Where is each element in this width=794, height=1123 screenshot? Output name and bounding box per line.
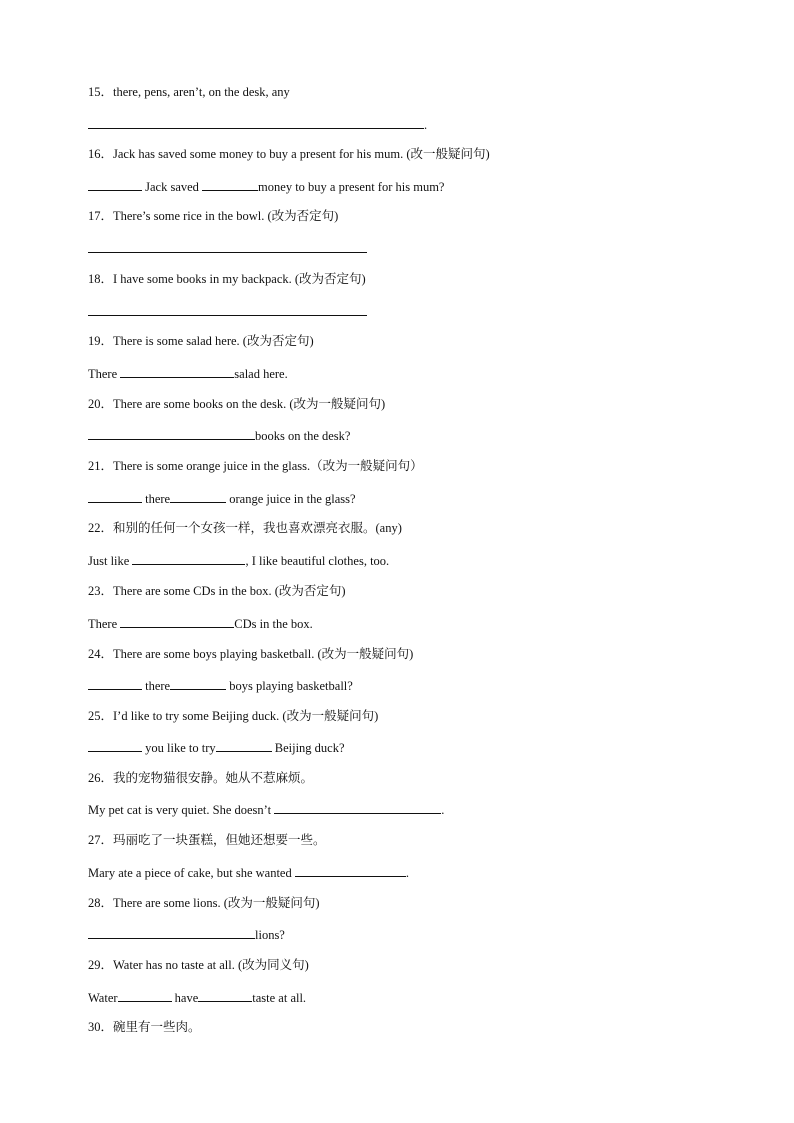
answer-text: . (405, 866, 409, 880)
answer-text: there (142, 492, 171, 506)
question-17: 17．There’s some rice in the bowl. (改为否定句) (88, 209, 339, 223)
answer-line-21 (88, 490, 356, 507)
answer-line-29 (88, 989, 306, 1006)
answer-blank[interactable] (88, 427, 255, 440)
answer-blank[interactable] (216, 739, 272, 752)
answer-line-27 (88, 864, 409, 881)
answer-text: money to buy a present for his mum? (258, 180, 445, 194)
answer-blank[interactable] (88, 178, 142, 191)
answer-text: CDs in the box. (234, 617, 313, 631)
answer-blank[interactable] (88, 315, 367, 316)
answer-line-24 (88, 677, 353, 694)
question-23: 23．There are some CDs in the box. (改为否定句) (88, 584, 346, 598)
answer-period: . (424, 118, 428, 132)
answer-blank[interactable] (88, 490, 142, 503)
answer-text: orange juice in the glass? (226, 492, 356, 506)
answer-blank[interactable] (88, 116, 424, 129)
question-30: 30．碗里有一些肉。 (88, 1020, 201, 1034)
answer-line-15 (88, 116, 427, 133)
answer-blank[interactable] (120, 615, 234, 628)
question-24: 24．There are some boys playing basketball. (改为一般疑问句) (88, 647, 414, 661)
answer-blank[interactable] (88, 252, 367, 253)
answer-text: , I like beautiful clothes, too. (245, 554, 390, 568)
answer-text: There (88, 617, 121, 631)
answer-line-25 (88, 739, 345, 756)
answer-blank[interactable] (202, 178, 258, 191)
question-15: 15．there, pens, aren’t, on the desk, any (88, 85, 290, 99)
answer-line-19 (88, 365, 288, 382)
question-19: 19．There is some salad here. (改为否定句) (88, 334, 314, 348)
answer-blank[interactable] (88, 677, 142, 690)
answer-blank[interactable] (118, 989, 172, 1002)
question-25: 25．I’d like to try some Beijing duck. (改为一般疑问句) (88, 709, 379, 723)
answer-blank[interactable] (170, 490, 226, 503)
question-22: 22．和别的任何一个女孩一样，我也喜欢漂亮衣服。(any) (88, 521, 402, 535)
answer-line-16 (88, 178, 444, 195)
answer-text: Jack saved (142, 180, 203, 194)
answer-blank[interactable] (170, 677, 226, 690)
answer-blank[interactable] (120, 365, 234, 378)
question-29: 29．Water has no taste at all. (改为同义句) (88, 958, 309, 972)
answer-text: My pet cat is very quiet. She doesn’t (88, 803, 275, 817)
answer-text: There (88, 367, 121, 381)
answer-line-26 (88, 801, 444, 818)
answer-text: Just like (88, 554, 133, 568)
answer-text: lions? (255, 928, 285, 942)
answer-blank[interactable] (88, 739, 142, 752)
answer-blank[interactable] (132, 552, 245, 565)
answer-line-22 (88, 552, 389, 569)
answer-text: there (142, 679, 171, 693)
answer-text: you like to try (142, 741, 216, 755)
question-28: 28．There are some lions. (改为一般疑问句) (88, 896, 320, 910)
answer-text: Mary ate a piece of cake, but she wanted (88, 866, 295, 880)
answer-text: Beijing duck? (271, 741, 345, 755)
question-16: 16．Jack has saved some money to buy a present for his mum. (改一般疑问句) (88, 147, 490, 161)
answer-blank[interactable] (198, 989, 252, 1002)
answer-line-20 (88, 427, 350, 444)
answer-text: . (441, 803, 445, 817)
answer-text: boys playing basketball? (226, 679, 353, 693)
answer-line-28 (88, 926, 285, 943)
answer-blank[interactable] (88, 926, 255, 939)
question-26: 26．我的宠物猫很安静。她从不惹麻烦。 (88, 771, 314, 785)
answer-text: taste at all. (252, 991, 307, 1005)
question-27: 27．玛丽吃了一块蛋糕，但她还想要一些。 (88, 833, 326, 847)
answer-blank[interactable] (274, 801, 441, 814)
question-20: 20．There are some books on the desk. (改为一般疑问句) (88, 397, 386, 411)
answer-blank[interactable] (295, 864, 406, 877)
answer-text: have (171, 991, 199, 1005)
answer-line-23 (88, 615, 313, 632)
question-21: 21．There is some orange juice in the glass.（改为一般疑问句） (88, 459, 423, 473)
question-18: 18．I have some books in my backpack. (改为否定句) (88, 272, 366, 286)
answer-text: Water (88, 991, 118, 1005)
answer-text: salad here. (234, 367, 288, 381)
answer-text: books on the desk? (255, 429, 351, 443)
